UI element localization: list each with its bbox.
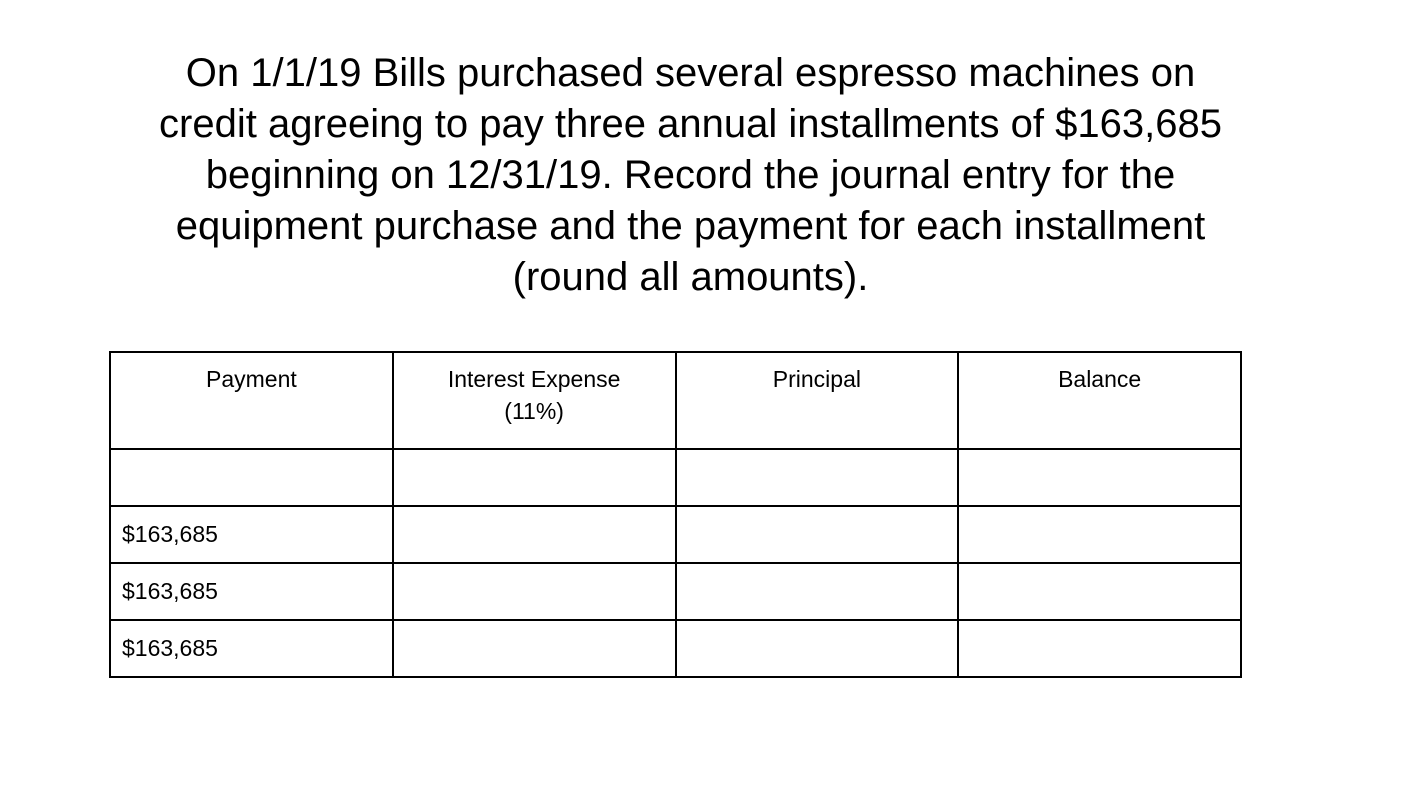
interest-cell[interactable] <box>393 449 676 506</box>
table-row <box>110 506 1241 563</box>
balance-cell[interactable] <box>958 506 1241 563</box>
problem-line: credit agreeing to pay three annual installments of $163,685 <box>159 102 1222 146</box>
table-row <box>110 563 1241 620</box>
problem-line: beginning on 12/31/19. Record the journal entry for the <box>205 153 1176 197</box>
balance-cell[interactable] <box>958 563 1241 620</box>
header-balance: Balance <box>958 352 1241 449</box>
problem-statement <box>90 48 1291 303</box>
problem-line: equipment purchase and the payment for each installment <box>175 204 1206 248</box>
principal-cell[interactable] <box>676 506 959 563</box>
balance-cell[interactable] <box>958 449 1241 506</box>
problem-line: (round all amounts). <box>512 255 869 299</box>
principal-cell[interactable] <box>676 620 959 677</box>
interest-cell[interactable] <box>393 620 676 677</box>
table-header-row <box>110 352 1241 449</box>
interest-cell[interactable] <box>393 563 676 620</box>
principal-cell[interactable] <box>676 449 959 506</box>
header-payment: Payment <box>110 352 393 449</box>
payment-cell: $163,685 <box>110 620 393 677</box>
balance-cell[interactable] <box>958 620 1241 677</box>
payment-cell: $163,685 <box>110 506 393 563</box>
table-row <box>110 449 1241 506</box>
amortization-table <box>109 351 1242 678</box>
header-principal: Principal <box>676 352 959 449</box>
interest-cell[interactable] <box>393 506 676 563</box>
payment-cell[interactable] <box>110 449 393 506</box>
table-row <box>110 620 1241 677</box>
principal-cell[interactable] <box>676 563 959 620</box>
payment-cell: $163,685 <box>110 563 393 620</box>
header-interest-expense: Interest Expense (11%) <box>393 352 676 449</box>
problem-line: On 1/1/19 Bills purchased several espresso machines on <box>185 51 1196 95</box>
